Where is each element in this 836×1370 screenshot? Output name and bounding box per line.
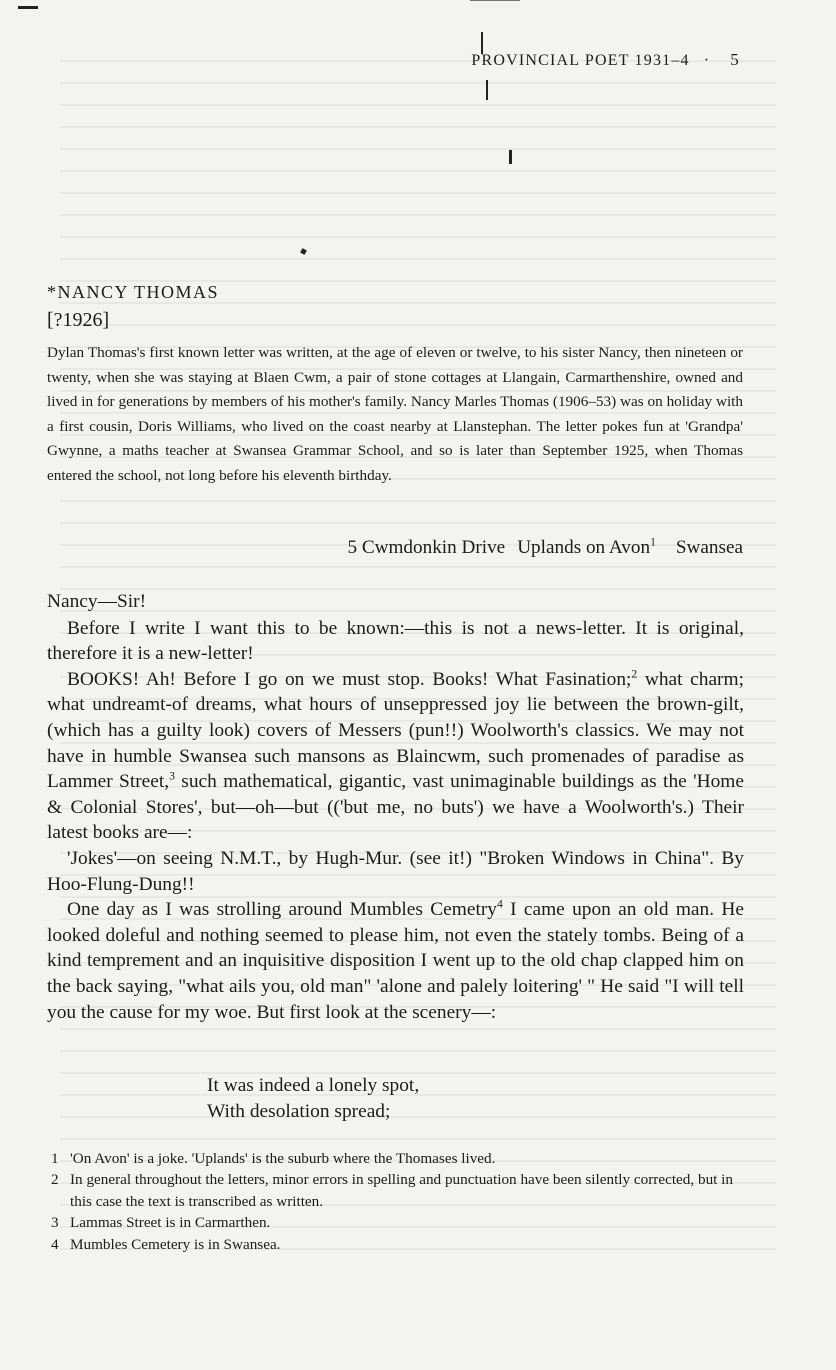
page-number: 5 <box>730 50 740 69</box>
letter-paragraph: 'Jokes'—on seeing N.M.T., by Hugh-Mur. (see it!) "Broken Windows in China". By Hoo-Flung-Dung!! <box>47 847 744 895</box>
letter-paragraph: Before I write I want this to be known:—this is not a news-letter. It is original, therefore it is a new-letter! <box>47 617 744 665</box>
footnote-ref-1[interactable]: 1 <box>650 536 656 549</box>
footnote-number: 2 <box>51 1171 59 1189</box>
letter-date: [?1926] <box>47 309 110 331</box>
footnotes <box>47 1148 747 1255</box>
address-street: 5 Cwmdonkin Drive <box>347 537 506 558</box>
scan-mark-top-center <box>470 0 520 1</box>
scan-speck-3 <box>509 150 512 164</box>
address-city: Swansea <box>675 537 743 558</box>
sender-address <box>47 537 743 559</box>
footnote-ref-2[interactable]: 2 <box>631 667 638 681</box>
footnote <box>47 1234 747 1255</box>
letter-paragraph: BOOKS! Ah! Before I go on we must stop. Books! What Fasination;$^2$ what charm; what undreamt-of dreams, what hours of unseppressed joy lie between the brown-gilt, (which has a guilty look) covers of Messers (pun!!) Woolworth's classics. We may not have in humble Swansea such mansons as Blaincwm, such promenades of paradise as Lammer Street,$^3$ such mathematical, gigantic, vast unimaginable buildings as the 'Home & Colonial Stores', but—oh—but (('but me, no buts') we have a Woolworth's.) Their latest books are—: <box>47 667 744 844</box>
footnote-number: 1 <box>51 1150 59 1167</box>
editorial-introduction: Dylan Thomas's first known letter was written, at the age of eleven or twelve, to his sister Nancy, then nineteen or twenty, when she was staying at Blaen Cwm, a pair of stone cottages at Llangain, Carmarthenshire, owned and lived in for generations by members of his mother's family. Nancy Marles Thomas (1906–53) was on holiday with a first cousin, Doris Williams, who lived on the coast nearby at Llanstephan. The letter pokes fun at 'Grandpa' Gwynne, a maths teacher at Swansea Grammar School, and so is later than September 1925, when Thomas entered the school, not long before his eleventh birthday. <box>47 344 743 484</box>
footnote-number: 4 <box>51 1235 59 1253</box>
verse-line: With desolation spread; <box>207 1100 391 1122</box>
letter-salutation: Nancy—Sir! <box>47 591 147 612</box>
recipient-heading: *NANCY THOMAS <box>47 282 220 302</box>
footnote-text: Lammas Street is in Carmarthen. <box>70 1214 271 1232</box>
footnote-ref-4[interactable]: 4 <box>497 897 503 911</box>
footnote-ref-3[interactable]: 3 <box>169 769 175 783</box>
footnote-number: 3 <box>51 1214 59 1232</box>
scan-speck-2 <box>486 80 488 100</box>
scan-mark-top-left <box>18 6 38 9</box>
running-head-separator: · <box>703 52 711 69</box>
running-head <box>40 50 740 70</box>
letter-body <box>47 589 744 1025</box>
scan-speck-4 <box>300 248 307 255</box>
letter-paragraph: One day as I was strolling around Mumbles Cemetry$^4$ I came upon an old man. He looked doleful and nothing seemed to please him, not even the stately tombs. Being of a kind temprement and an inquisitive disposition I went up to the old chap clapped him on the back saying, "what ails you, old man" 'alone and palely loitering' " He said "I will tell you the cause for my woe. But first look at the scenery—: <box>47 897 744 1023</box>
footnote <box>47 1148 747 1169</box>
footnote-text: In general throughout the letters, minor errors in spelling and punctuation have been silently corrected, but in this case the text is transcribed as written. <box>70 1171 733 1210</box>
verse-quotation <box>207 1073 419 1124</box>
address-district: Uplands on Avon <box>517 537 651 558</box>
footnote-text: Mumbles Cemetery is in Swansea. <box>70 1235 281 1253</box>
running-head-title: PROVINCIAL POET 1931–4 <box>471 52 690 69</box>
footnote <box>47 1169 747 1212</box>
footnote <box>47 1212 747 1233</box>
verse-line: It was indeed a lonely spot, <box>207 1075 420 1096</box>
footnote-text: 'On Avon' is a joke. 'Uplands' is the suburb where the Thomases lived. <box>70 1150 496 1167</box>
